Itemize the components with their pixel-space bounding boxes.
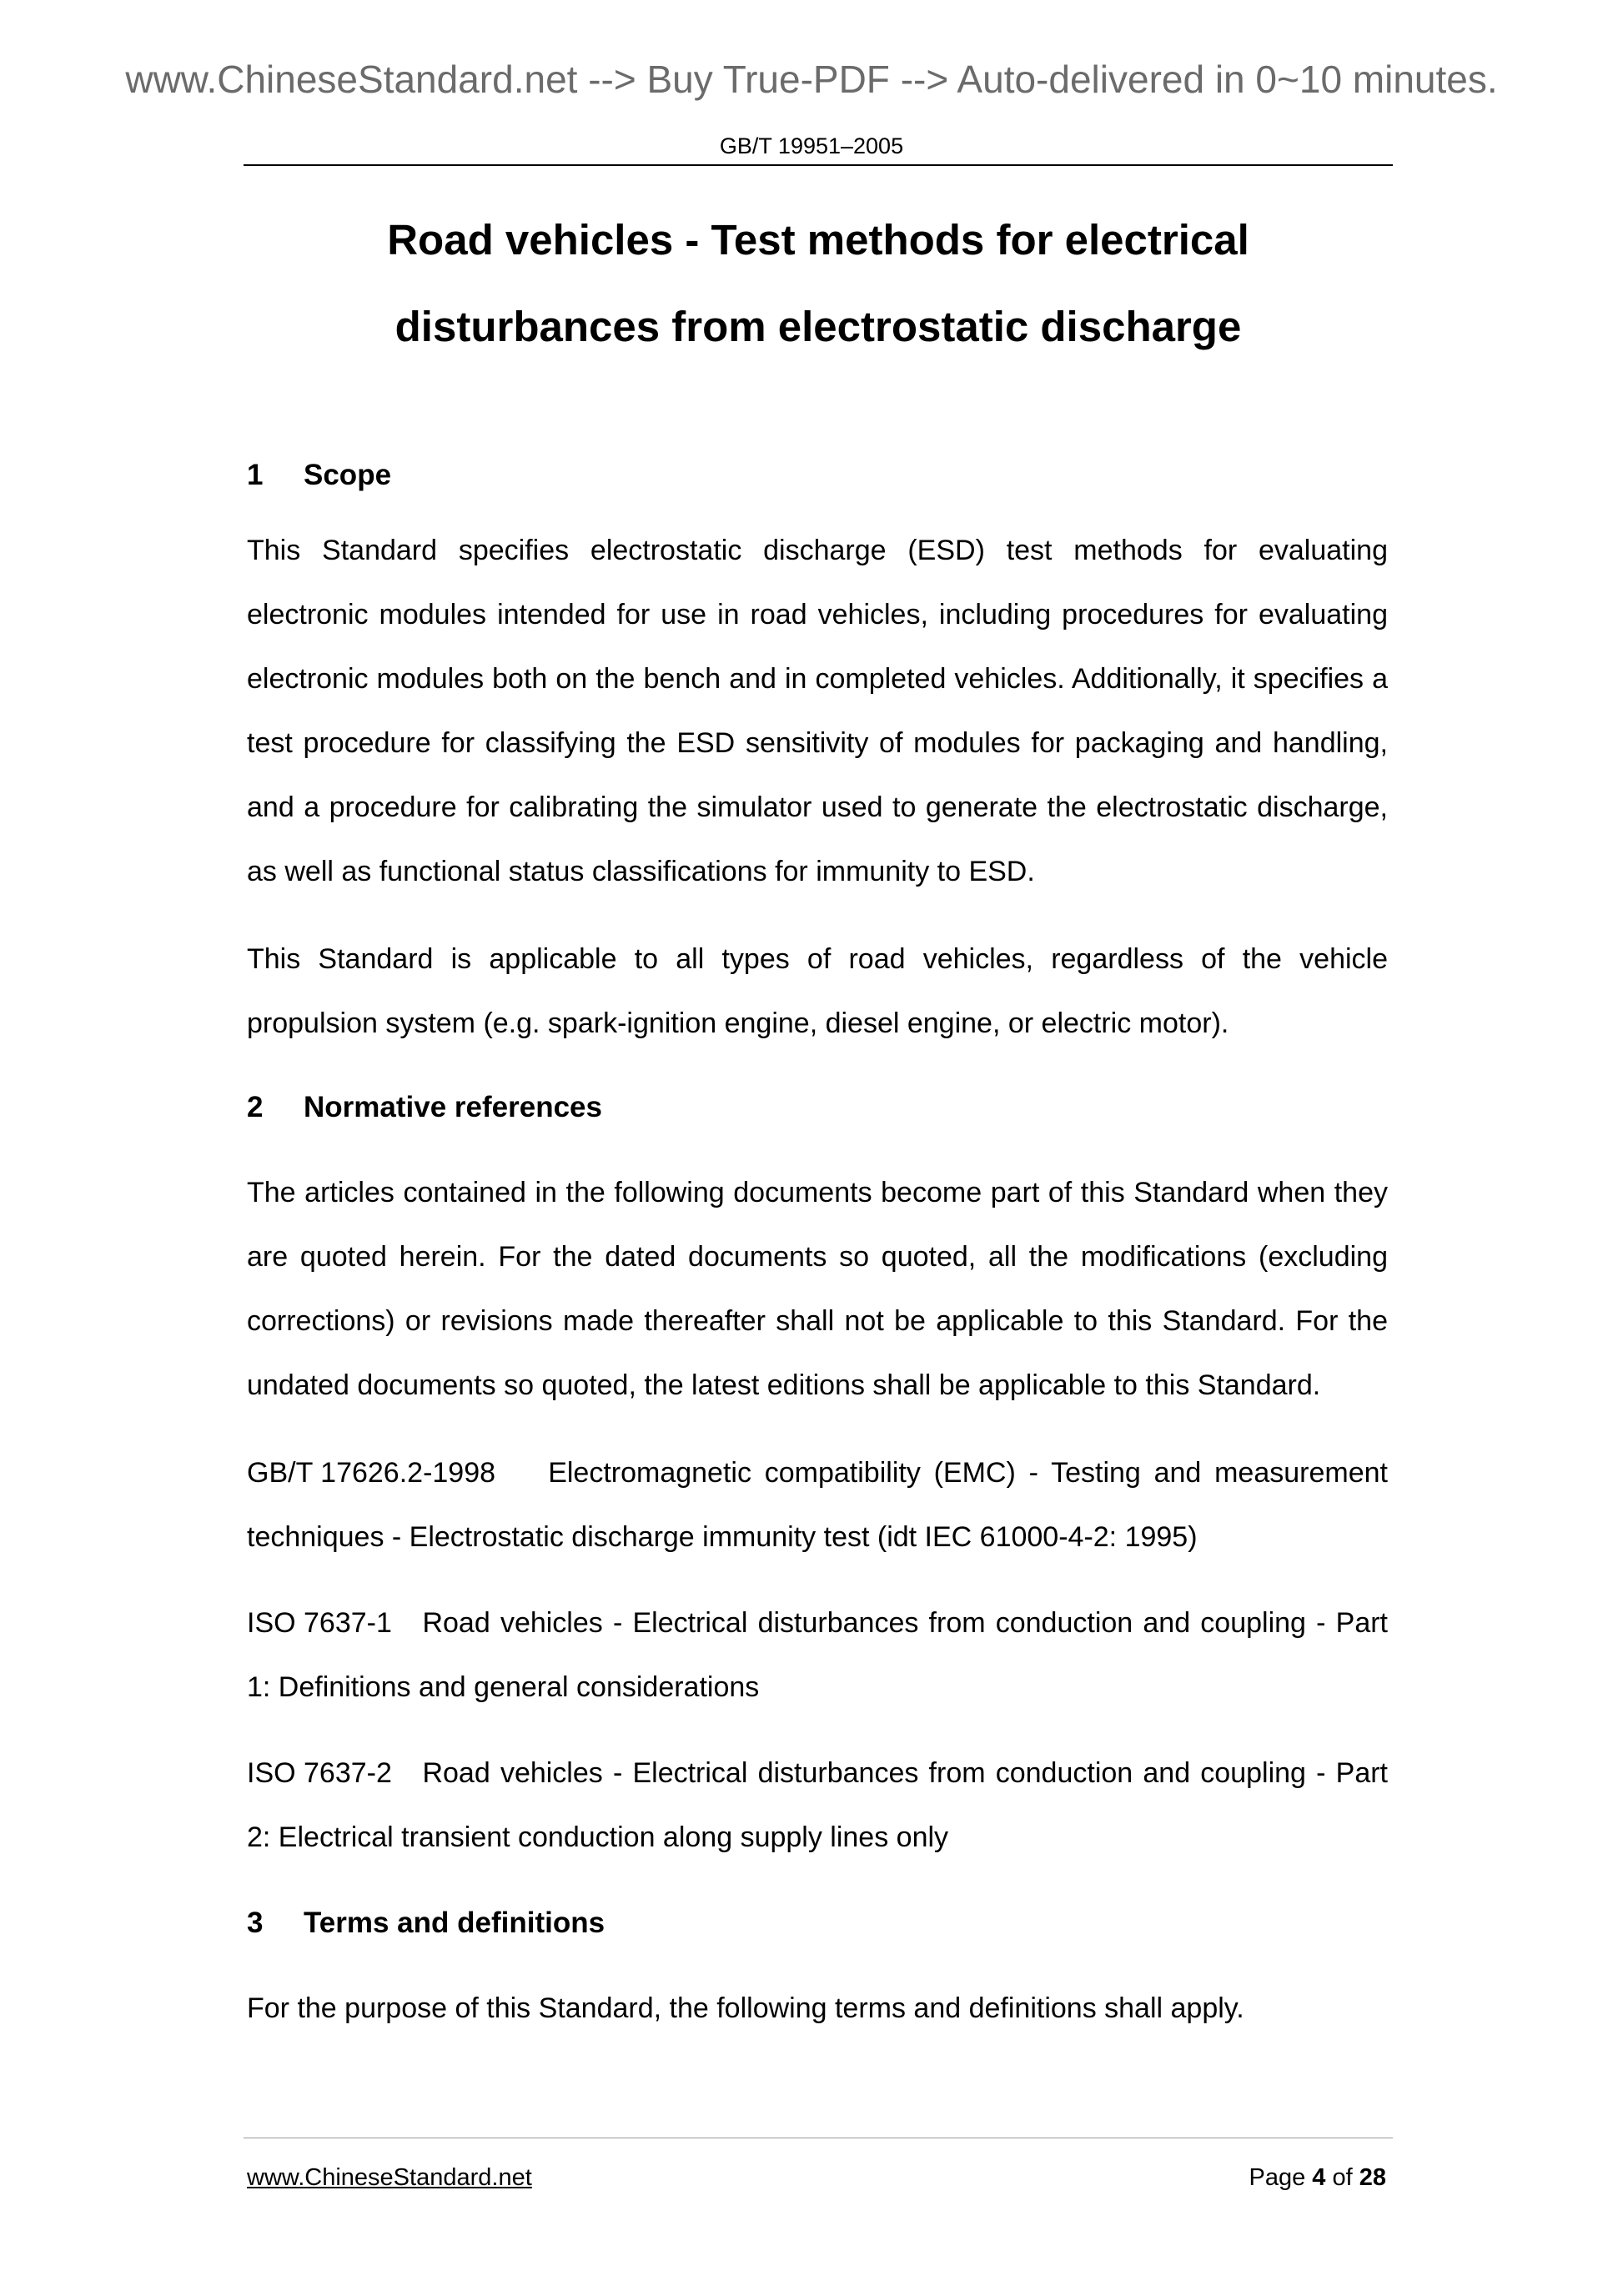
- terms-paragraph-1: For the purpose of this Standard, the following terms and definitions shall apply.: [247, 1992, 1244, 2024]
- reference-title: Road vehicles - Electrical disturbances from conduction and coupling - Part 1: Definitions and general considerations: [247, 1607, 1389, 1703]
- section-number: 1: [247, 459, 264, 491]
- section-number: 2: [247, 1091, 264, 1123]
- source-banner: www.ChineseStandard.net --> Buy True-PDF --> Auto-delivered in 0~10 minutes.: [125, 58, 1498, 101]
- standard-code: GB/T 19951–2005: [719, 133, 904, 158]
- reference-entry: [247, 1441, 1388, 1570]
- section-title: Terms and definitions: [304, 1907, 605, 1939]
- page-indicator: [1249, 2166, 1386, 2190]
- current-page-number: 4: [1312, 2164, 1326, 2191]
- document-title-line-2: disturbances from electrostatic discharge: [394, 303, 1242, 350]
- section-number: 3: [247, 1907, 264, 1939]
- section-title: Normative references: [304, 1091, 602, 1123]
- reference-title: Road vehicles - Electrical disturbances from conduction and coupling - Part 2: Electrical transient conduction along supply lines only: [247, 1757, 1389, 1853]
- page-of: of: [1332, 2164, 1353, 2191]
- reference-code: GB/T 17626.2-1998: [247, 1457, 496, 1489]
- section-heading-terms-and-definitions: [247, 1908, 605, 1937]
- scope-paragraph-1: This Standard specifies electrostatic discharge (ESD) test methods for evaluating electronic modules intended for use in road vehicles, including procedures for evaluating electronic modules both on the bench and in completed vehicles. Additionally, it specifies a test procedure for classifying the ESD sensitivity of modules for packaging and handling, and a procedure for calibrating the simulator used to generate the electrostatic discharge, as well as functional status classifications for immunity to ESD.: [247, 535, 1388, 887]
- section-heading-normative-references: [247, 1093, 602, 1122]
- footer-website-link[interactable]: www.ChineseStandard.net: [247, 2164, 532, 2191]
- document-title-line-1: Road vehicles - Test methods for electrical: [387, 216, 1249, 264]
- reference-code: ISO 7637-1: [247, 1607, 392, 1639]
- section-title: Scope: [304, 459, 392, 491]
- page-prefix: Page: [1249, 2164, 1306, 2191]
- normative-intro-paragraph: The articles contained in the following documents become part of this Standard when they are quoted herein. For the dated documents so quoted, all the modifications (excluding corrections) or revisions made thereafter shall not be applicable to this Standard. For the undated documents so quoted, the latest editions shall be applicable to this Standard.: [247, 1177, 1388, 1401]
- reference-entry: [247, 1741, 1388, 1870]
- reference-title: Electromagnetic compatibility (EMC) - Testing and measurement techniques - Electrostatic discharge immunity test (idt IEC 61000-4-2: 1995): [247, 1457, 1388, 1553]
- reference-entry: [247, 1591, 1388, 1720]
- reference-code: ISO 7637-2: [247, 1757, 392, 1789]
- total-pages-number: 28: [1359, 2164, 1386, 2191]
- scope-paragraph-2: This Standard is applicable to all types of road vehicles, regardless of the vehicle propulsion system (e.g. spark-ignition engine, diesel engine, or electric motor).: [247, 943, 1388, 1039]
- header-divider: [244, 164, 1393, 166]
- section-heading-scope: [247, 460, 391, 490]
